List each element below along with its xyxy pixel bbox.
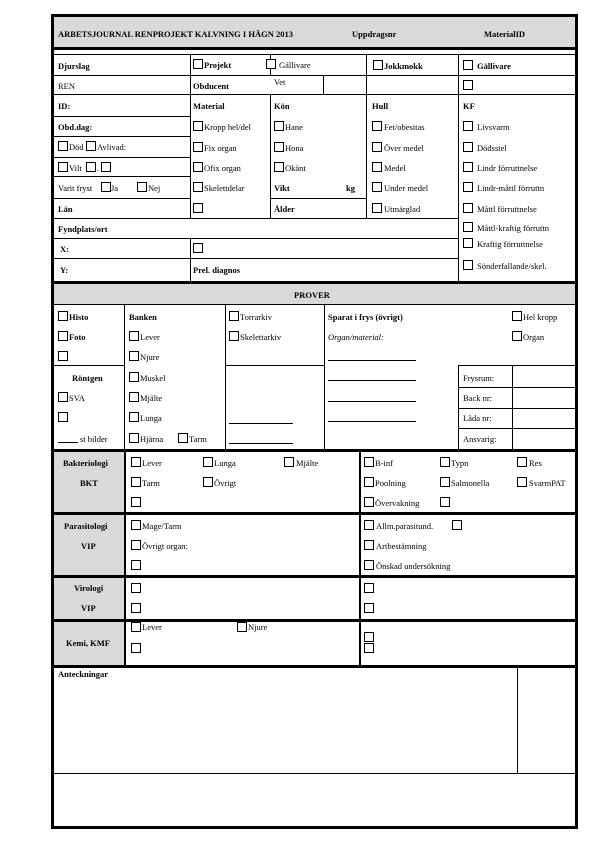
virologi-checkbox-4[interactable] <box>364 603 374 613</box>
kon-item: Hona <box>285 143 304 153</box>
hull-item: Medel <box>384 163 406 173</box>
vikt-label: Vikt <box>274 183 290 193</box>
avlivad-checkbox[interactable] <box>86 141 96 151</box>
vip-right-item: Artbestämning <box>376 541 427 551</box>
vilt-checkbox[interactable] <box>58 162 68 172</box>
kemi-right-checkbox-1[interactable] <box>364 632 374 642</box>
ja-checkbox[interactable] <box>101 182 111 192</box>
avlivad-label: Avlivad: <box>97 142 127 152</box>
banken-njure-checkbox[interactable] <box>129 351 139 361</box>
banken-muskel-checkbox[interactable] <box>129 372 139 382</box>
back-nr-label: Back nr: <box>463 393 493 403</box>
virologi-checkbox-1[interactable] <box>131 583 141 593</box>
bkt-lever-checkbox[interactable] <box>131 457 141 467</box>
gallivare2-checkbox[interactable] <box>463 60 473 70</box>
nej-label: Nej <box>148 183 161 193</box>
parasitologi-label: Parasitologi <box>64 521 108 531</box>
bakteriologi-label: Bakteriologi <box>63 458 108 468</box>
projekt-checkbox[interactable] <box>193 59 203 69</box>
kf-checkbox-3[interactable] <box>463 162 473 172</box>
banken-item: Hjärna <box>140 434 164 444</box>
virologi-label: Virologi <box>74 583 104 593</box>
banken-heading: Banken <box>129 312 157 322</box>
kf-item: Livsvarm <box>477 122 510 132</box>
parasitologi-code: VIP <box>81 541 96 551</box>
banken-item: Mjälte <box>140 393 163 403</box>
alder-label: Ålder <box>274 204 295 214</box>
fyndplats-label: Fyndplats/ort <box>58 224 108 234</box>
hull-item: Utmärglad <box>384 204 421 214</box>
kf-item: Sönderfallande/skel. <box>477 261 547 271</box>
bkt-right-item: Res <box>529 458 542 468</box>
artbestamning-checkbox[interactable] <box>364 540 374 550</box>
kf-checkbox-4[interactable] <box>463 182 473 192</box>
bkt-right-item: Poolning <box>375 478 406 488</box>
bkt-item: Lunga <box>214 458 236 468</box>
res-checkbox[interactable] <box>517 457 527 467</box>
virologi-code: VIP <box>81 603 96 613</box>
bkt-item: Övrigt <box>214 478 237 488</box>
foto-label: Foto <box>69 332 86 342</box>
b-inf-checkbox[interactable] <box>364 457 374 467</box>
x-extra-checkbox[interactable] <box>193 243 203 253</box>
banken-hjarna-checkbox[interactable] <box>129 433 139 443</box>
kf-checkbox-6[interactable] <box>463 222 473 232</box>
bakteriologi-code: BKT <box>80 478 98 488</box>
sva-label: SVA <box>69 393 85 403</box>
kf-checkbox-2[interactable] <box>463 142 473 152</box>
kf-item: Måttl förruttnelse <box>477 204 537 214</box>
kemi-lever-checkbox[interactable] <box>131 622 141 632</box>
hull-item: Fet/obesitas <box>384 122 425 132</box>
kf-item: Lindr-måttl förruttn <box>477 183 545 193</box>
bkt-item: Tarm <box>142 478 160 488</box>
torrarkiv-label: Torrarkiv <box>240 312 272 322</box>
kemi-item: Njure <box>248 622 268 632</box>
obducent-label: Obducent <box>193 81 229 91</box>
banken-lunga-checkbox[interactable] <box>129 412 139 422</box>
rontgen-extra-checkbox[interactable] <box>58 412 68 422</box>
projekt-label: Projekt <box>204 60 232 70</box>
kemi-right-checkbox-2[interactable] <box>364 643 374 653</box>
salmonella-checkbox[interactable] <box>440 477 450 487</box>
banken-mjalte-checkbox[interactable] <box>129 392 139 402</box>
material-heading: Material <box>193 101 225 111</box>
bkt-mjalte-checkbox[interactable] <box>284 457 294 467</box>
organ-label: Organ <box>523 332 545 342</box>
anteckningar-label: Anteckningar <box>58 669 109 679</box>
okant-checkbox[interactable] <box>274 162 284 172</box>
allm-parasit-checkbox[interactable] <box>364 520 374 530</box>
y-label: Y: <box>60 265 69 275</box>
poolning-checkbox[interactable] <box>364 477 374 487</box>
bkt-right-item: B-inf <box>375 458 393 468</box>
kon-item: Okänt <box>285 163 306 173</box>
djurslag-label: Djurslag <box>58 61 90 71</box>
materialid-label: MaterialID <box>484 29 526 39</box>
allm-parasit-extra-checkbox[interactable] <box>452 520 462 530</box>
lan-label: Län <box>58 204 73 214</box>
overvakning-extra-checkbox[interactable] <box>440 497 450 507</box>
kemi-label: Kemi, KMF <box>66 638 110 648</box>
kf-checkbox-7[interactable] <box>463 238 473 248</box>
bkt-right-item: Övervakning <box>375 498 420 508</box>
material-ofix-checkbox[interactable] <box>193 162 203 172</box>
overvakning-checkbox[interactable] <box>364 497 374 507</box>
kon-heading: Kön <box>274 101 290 111</box>
bkt-item: Mjälte <box>296 458 319 468</box>
bkt-extra-checkbox[interactable] <box>131 497 141 507</box>
kf-item: Kraftig förruttnelse <box>477 239 543 249</box>
gallivare2-label: Gällivare <box>477 61 511 71</box>
material-fix-checkbox[interactable] <box>193 142 203 152</box>
dod-label: Död <box>69 142 84 152</box>
vip-right-item: Önskad undersökning <box>376 561 451 571</box>
bkt-item: Lever <box>142 458 162 468</box>
ansvarig-label: Ansvarig: <box>463 434 497 444</box>
organ-checkbox[interactable] <box>512 331 522 341</box>
id-label: ID: <box>58 101 71 111</box>
hona-checkbox[interactable] <box>274 142 284 152</box>
material-kropp-checkbox[interactable] <box>193 121 203 131</box>
skelettarkiv-checkbox[interactable] <box>229 331 239 341</box>
bkt-tarm-checkbox[interactable] <box>131 477 141 487</box>
vip-right-item: Allm.parasitund. <box>376 521 434 531</box>
prover-heading: PROVER <box>294 290 330 300</box>
st-bilder-label: st bilder <box>80 434 108 444</box>
svarmpat-checkbox[interactable] <box>517 477 527 487</box>
varit-fryst-label: Varit fryst <box>58 183 93 193</box>
vilt-label: Vilt <box>69 163 82 173</box>
obd-dag-label: Obd.dag: <box>58 122 93 132</box>
banken-item: Muskel <box>140 373 166 383</box>
bkt-right-item: SvarmPAT <box>529 478 566 488</box>
kf-checkbox-5[interactable] <box>463 203 473 213</box>
material-item: Skelettdelar <box>204 183 245 193</box>
bkt-right-item: Salmonella <box>451 478 490 488</box>
onskad-undersokning-checkbox[interactable] <box>364 560 374 570</box>
lada-nr-label: Låda nr: <box>463 413 492 423</box>
ja-label: Ja <box>111 183 119 193</box>
vip-extra-checkbox[interactable] <box>131 560 141 570</box>
hel-kropp-label: Hel kropp <box>523 312 558 322</box>
frysrum-label: Frysrum: <box>463 373 495 383</box>
banken-lever-checkbox[interactable] <box>129 331 139 341</box>
bkt-right-item: Typn <box>451 458 469 468</box>
material-extra-checkbox[interactable] <box>193 203 203 213</box>
vet-label: Vet <box>274 77 286 87</box>
kon-item: Hane <box>285 122 303 132</box>
uppdragsnr-label: Uppdragsnr <box>352 29 397 39</box>
hane-checkbox[interactable] <box>274 121 284 131</box>
hull-checkbox-4[interactable] <box>372 182 382 192</box>
vip-item: Övrigt organ: <box>142 541 188 551</box>
banken-tarm-label: Tarm <box>189 434 207 444</box>
jokkmokk-label: Jokkmokk <box>384 61 423 71</box>
banken-tarm-checkbox[interactable] <box>178 433 188 443</box>
obducent-extra-checkbox[interactable] <box>463 80 473 90</box>
kf-heading: KF <box>463 101 475 111</box>
prover-extra-checkbox[interactable] <box>58 351 68 361</box>
sva-checkbox[interactable] <box>58 392 68 402</box>
hel-kropp-checkbox[interactable] <box>512 311 522 321</box>
rontgen-label: Röntgen <box>72 373 103 383</box>
hull-checkbox-3[interactable] <box>372 162 382 172</box>
organ-material-label: Organ/material: <box>328 332 384 342</box>
kemi-item: Lever <box>142 622 162 632</box>
virologi-checkbox-3[interactable] <box>364 583 374 593</box>
hull-checkbox-1[interactable] <box>372 121 382 131</box>
material-skelett-checkbox[interactable] <box>193 182 203 192</box>
virologi-checkbox-2[interactable] <box>131 603 141 613</box>
form-title: ARBETSJOURNAL RENPROJEKT KALVNING I HÄGN 2013 <box>58 29 293 39</box>
kemi-extra-checkbox[interactable] <box>131 643 141 653</box>
dod-checkbox[interactable] <box>58 141 68 151</box>
banken-item: Njure <box>140 352 160 362</box>
hull-checkbox-5[interactable] <box>372 203 382 213</box>
material-item: Ofix organ <box>204 163 241 173</box>
hull-item: Över medel <box>384 143 424 153</box>
nej-checkbox[interactable] <box>137 182 147 192</box>
skelettarkiv-label: Skelettarkiv <box>240 332 282 342</box>
histo-checkbox[interactable] <box>58 311 68 321</box>
kf-checkbox-1[interactable] <box>463 121 473 131</box>
foto-checkbox[interactable] <box>58 331 68 341</box>
gallivare-checkbox[interactable] <box>266 59 276 69</box>
jokkmokk-checkbox[interactable] <box>373 60 383 70</box>
hull-item: Under medel <box>384 183 429 193</box>
kf-item: Lindr förruttnelse <box>477 163 538 173</box>
kf-checkbox-8[interactable] <box>463 260 473 270</box>
material-item: Fix organ <box>204 143 237 153</box>
hull-checkbox-2[interactable] <box>372 142 382 152</box>
banken-item: Lunga <box>140 413 162 423</box>
torrarkiv-checkbox[interactable] <box>229 311 239 321</box>
bkt-lunga-checkbox[interactable] <box>203 457 213 467</box>
vilt-extra-checkbox-2[interactable] <box>101 162 111 172</box>
banken-item: Lever <box>140 332 160 342</box>
kf-item: Dödsstel <box>477 143 507 153</box>
x-label: X: <box>60 244 69 254</box>
vip-item: Mage/Tarm <box>142 521 182 531</box>
bkt-ovrigt-checkbox[interactable] <box>203 477 213 487</box>
kemi-njure-checkbox[interactable] <box>237 622 247 632</box>
gallivare-label: Gällivare <box>279 60 311 70</box>
anteckningar-field[interactable] <box>56 680 515 771</box>
kg-label: kg <box>346 183 355 193</box>
histo-label: Histo <box>69 312 89 322</box>
vilt-extra-checkbox-1[interactable] <box>86 162 96 172</box>
djurslag-value: REN <box>58 81 75 91</box>
prel-diagnos-label: Prel. diagnos <box>193 265 241 275</box>
mage-tarm-checkbox[interactable] <box>131 520 141 530</box>
sparat-label: Sparat i frys (övrigt) <box>328 312 403 322</box>
kf-item: Måttl-kraftig förruttn <box>477 223 549 233</box>
ovrigt-organ-checkbox[interactable] <box>131 540 141 550</box>
typn-checkbox[interactable] <box>440 457 450 467</box>
material-item: Kropp hel/del <box>204 122 251 132</box>
hull-heading: Hull <box>372 101 389 111</box>
